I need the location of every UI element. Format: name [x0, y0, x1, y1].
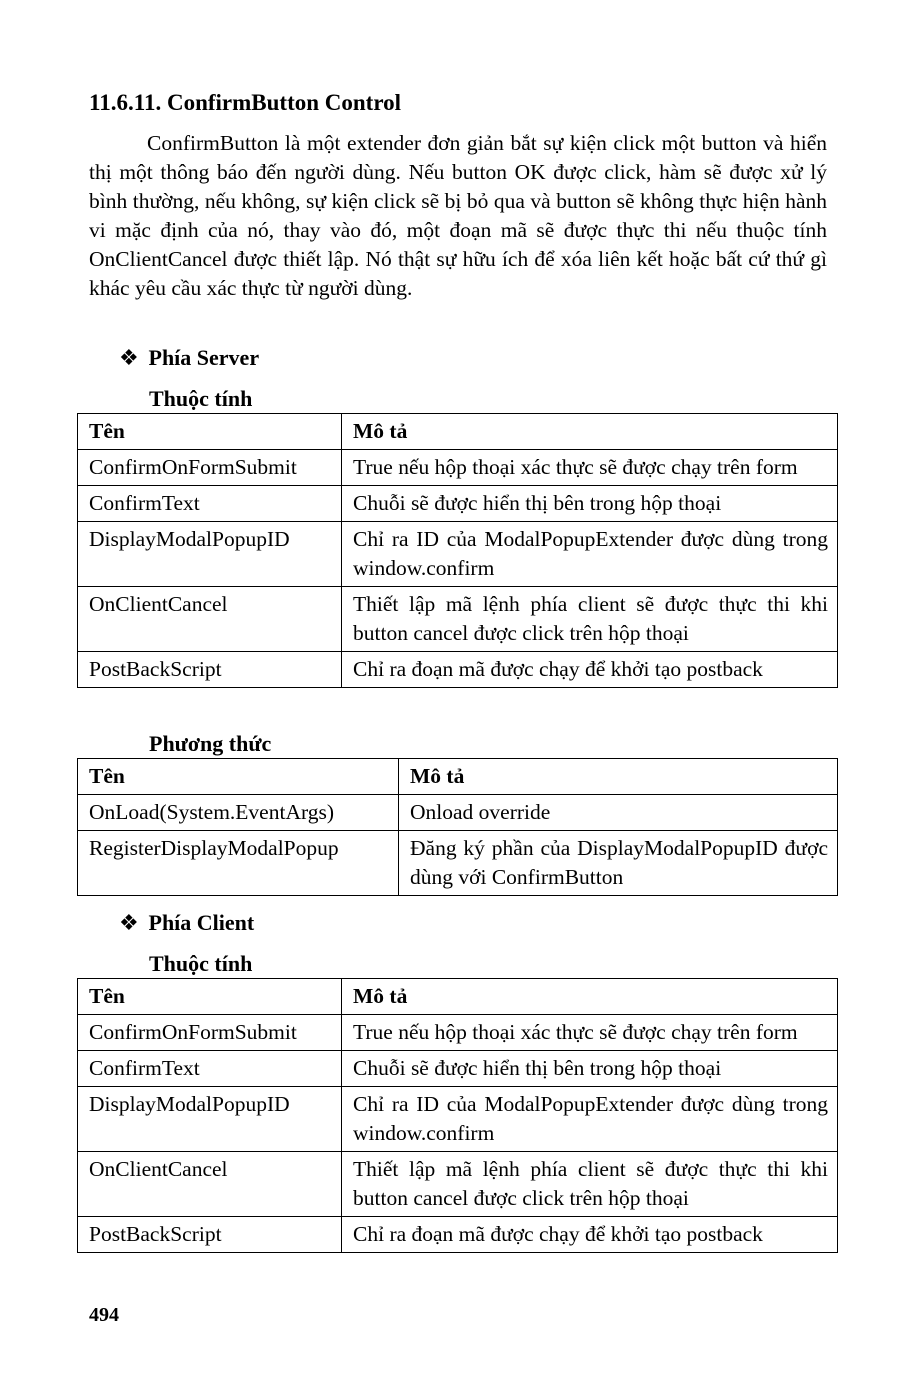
column-header-description: Mô tả	[342, 979, 838, 1015]
cell-description: Chỉ ra đoạn mã được chạy để khởi tạo postback	[342, 1217, 838, 1253]
server-bullet-label: Phía Server	[148, 345, 260, 370]
table-header-row	[78, 759, 838, 795]
cell-name: DisplayModalPopupID	[78, 522, 342, 587]
column-header-name: Tên	[78, 759, 399, 795]
table-header-row	[78, 979, 838, 1015]
cell-description: Chỉ ra đoạn mã được chạy để khởi tạo postback	[342, 652, 838, 688]
cell-description: Chuỗi sẽ được hiển thị bên trong hộp thoại	[342, 1051, 838, 1087]
cell-name: OnClientCancel	[78, 1152, 342, 1217]
server-properties-title: Thuộc tính	[149, 386, 253, 411]
table-row	[78, 795, 838, 831]
cell-description: Đăng ký phần của DisplayModalPopupID được dùng với ConfirmButton	[399, 831, 838, 896]
cell-name: ConfirmText	[78, 1051, 342, 1087]
section-heading: 11.6.11. ConfirmButton Control	[89, 90, 402, 115]
cell-description: Thiết lập mã lệnh phía client sẽ được thực thi khi button cancel được click trên hộp thoại	[342, 587, 838, 652]
cell-description: Chuỗi sẽ được hiển thị bên trong hộp thoại	[342, 486, 838, 522]
client-properties-table	[77, 978, 838, 1253]
table-row	[78, 831, 838, 896]
server-properties-table	[77, 413, 838, 688]
cell-name: PostBackScript	[78, 652, 342, 688]
cell-name: ConfirmOnFormSubmit	[78, 450, 342, 486]
cell-description: Chỉ ra ID của ModalPopupExtender được dùng trong window.confirm	[342, 522, 838, 587]
cell-name: RegisterDisplayModalPopup	[78, 831, 399, 896]
cell-name: ConfirmText	[78, 486, 342, 522]
column-header-name: Tên	[78, 979, 342, 1015]
table-row	[78, 587, 838, 652]
table-row	[78, 486, 838, 522]
table-row	[78, 1051, 838, 1087]
table-row	[78, 652, 838, 688]
page-number: 494	[89, 1304, 119, 1326]
cell-description: Onload override	[399, 795, 838, 831]
cell-name: ConfirmOnFormSubmit	[78, 1015, 342, 1051]
server-bullet	[119, 345, 259, 371]
table-row	[78, 522, 838, 587]
cell-description: Chỉ ra ID của ModalPopupExtender được dùng trong window.confirm	[342, 1087, 838, 1152]
cell-description: Thiết lập mã lệnh phía client sẽ được thực thi khi button cancel được click trên hộp thoại	[342, 1152, 838, 1217]
cell-name: DisplayModalPopupID	[78, 1087, 342, 1152]
table-row	[78, 1015, 838, 1051]
diamond-bullet-icon: ❖	[119, 345, 139, 370]
table-row	[78, 1087, 838, 1152]
server-methods-title: Phương thức	[149, 731, 272, 756]
server-methods-table	[77, 758, 838, 896]
cell-name: PostBackScript	[78, 1217, 342, 1253]
client-bullet	[119, 910, 254, 936]
intro-paragraph: ConfirmButton là một extender đơn giản bắt sự kiện click một button và hiển thị một thông báo đến người dùng. Nếu button OK được click, hàm sẽ được xử lý bình thường, nếu không, sự kiện click sẽ bị bỏ qua và button sẽ không thực hiện hành vi mặc định của nó, thay vào đó, một đoạn mã sẽ được thực thi nếu thuộc tính OnClientCancel được thiết lập. Nó thật sự hữu ích để xóa liên kết hoặc bất cứ thứ gì khác yêu cầu xác thực từ người dùng.	[89, 131, 827, 300]
column-header-name: Tên	[78, 414, 342, 450]
column-header-description: Mô tả	[399, 759, 838, 795]
cell-name: OnLoad(System.EventArgs)	[78, 795, 399, 831]
table-row	[78, 1217, 838, 1253]
cell-name: OnClientCancel	[78, 587, 342, 652]
cell-description: True nếu hộp thoại xác thực sẽ được chạy trên form	[342, 450, 838, 486]
column-header-description: Mô tả	[342, 414, 838, 450]
table-row	[78, 450, 838, 486]
table-header-row	[78, 414, 838, 450]
client-properties-title: Thuộc tính	[149, 951, 253, 976]
client-bullet-label: Phía Client	[148, 910, 255, 935]
diamond-bullet-icon: ❖	[119, 910, 139, 935]
table-row	[78, 1152, 838, 1217]
cell-description: True nếu hộp thoại xác thực sẽ được chạy trên form	[342, 1015, 838, 1051]
